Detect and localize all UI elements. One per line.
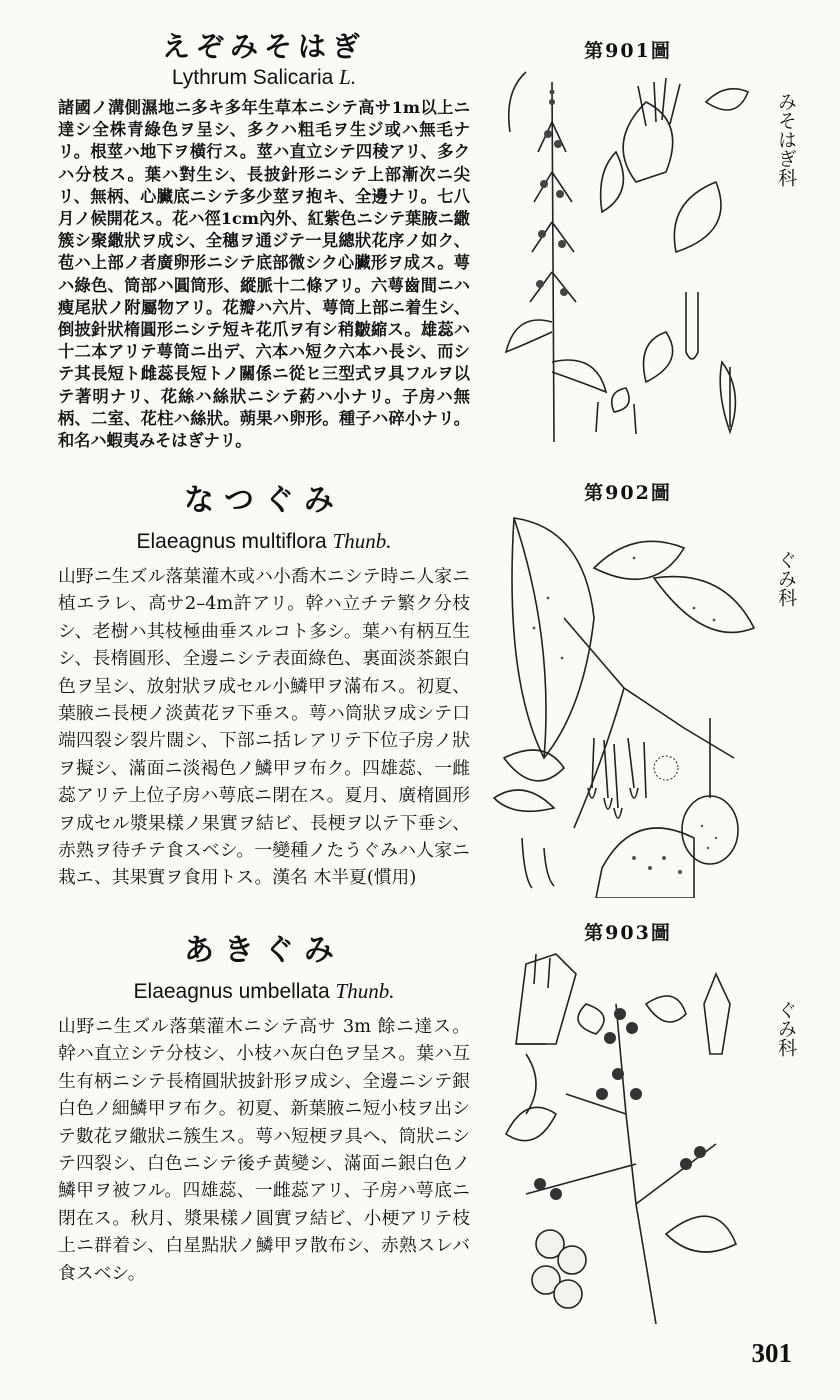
entry-latin-name bbox=[58, 978, 470, 1005]
petal-detail bbox=[706, 89, 748, 110]
flower-detail bbox=[623, 102, 673, 182]
lythrum-illustration bbox=[486, 62, 758, 454]
calyx-detail bbox=[704, 974, 730, 1054]
entry-elaeagnus-umbellata bbox=[58, 934, 470, 1287]
latin-author: Thunb. bbox=[335, 979, 395, 1003]
flower-detail bbox=[674, 182, 721, 252]
leaf bbox=[654, 577, 754, 633]
entry-lythrum bbox=[58, 30, 470, 452]
leaf-detail bbox=[720, 362, 735, 432]
entry-latin-name bbox=[58, 64, 470, 91]
fruit bbox=[682, 796, 738, 864]
entry-elaeagnus-multiflora bbox=[58, 484, 470, 892]
branch bbox=[564, 618, 734, 758]
figure-label: 第903圖 bbox=[584, 922, 672, 944]
lythrum-leaf bbox=[552, 360, 606, 392]
entry-description: 諸國ノ溝側濕地ニ多キ多年生草本ニシテ高サ1m以上ニ達シ全株青綠色ヲ呈シ、多クハ粗毛ヲ生ジ或ハ無毛ナリ。根莖ハ地下ヲ橫行ス。莖ハ直立シテ四稜アリ、多クハ分枝ス。葉ハ對生シ、長披針形ニシテ上部漸次ニ尖リ、無柄、心臟底ニシテ多少莖ヲ抱キ、全邊ナリ。七八月ノ候開花ス。花ハ徑1cm內外、紅紫色ニシテ葉腋ニ繖簇シ聚繖狀ヲ成シ、全穗ヲ通ジテ一見總狀花序ノ如ク、苞ハ上部ノ者廣卵形ニシテ底部微シク心臟形ヲ成ス。萼ハ綠色、筒部ハ圓筒形、縱脈十二條アリ。六萼齒間ニハ瘦尾狀ノ附屬物アリ。花瓣ハ六片、萼筒上部ニ着生シ、倒披針狀楕圓形ニシテ短キ花爪ヲ有シ稍皺縮ス。雄蕊ハ十二本アリテ萼筒ニ出デ、六本ハ短ク六本ハ長シ、而シテ其長短ト雌蕊長短トノ關係ニ從ヒ三型式ヲ具フルヲ以テ著明ナリ、花絲ハ絲狀ニシテ葯ハ小ナリ。子房ハ無柄、二室、花柱ハ絲狀。蒴果ハ卵形。種子ハ碎小ナリ。和名ハ蝦夷みそはぎナリ。 bbox=[58, 98, 470, 451]
bract-detail bbox=[601, 152, 624, 212]
entry-japanese-name: なつぐみ bbox=[184, 483, 344, 518]
elaeagnus-multiflora-illustration bbox=[484, 508, 774, 898]
entry-description: 山野ニ生ズル落葉灌木或ハ小喬木ニシテ時ニ人家ニ植エラレ、高サ2–4m許アリ。幹ハ立チテ繁ク分枝シ、老樹ハ其枝極曲垂スルコト多シ。葉ハ有柄互生シ、長楕圓形、全邊ニシテ表面綠色、裏面淡茶銀白色ヲ呈シ、放射狀ヲ成セル小鱗甲ヲ滿布ス。初夏、葉腋ニ長梗ノ淡黃花ヲ下垂ス。萼ハ筒狀ヲ成シテ口端四裂シ裂片闊シ、下部ニ括レアリテ下位子房ノ狀ヲ擬シ、滿面ニ淡褐色ノ鱗甲ヲ布ク。四雄蕊、一雌蕊アリテ上位子房ハ萼底ニ閉在ス。夏月、廣楕圓形ヲ成セル漿果樣ノ果實ヲ結ビ、長梗ヲ以テ下垂シ、赤熟ヲ待チテ食スベシ。一變種ノたうぐみハ人家ニ栽エ、其果實ヲ食用トス。漢名 木半夏(慣用) bbox=[58, 566, 470, 889]
leaf bbox=[494, 750, 564, 811]
entry-japanese-name: あきぐみ bbox=[184, 933, 344, 968]
fruit bbox=[558, 1246, 586, 1274]
page-number: 301 bbox=[751, 1338, 792, 1368]
elaeagnus-umbellata-illustration bbox=[486, 944, 762, 1324]
figure-label: 第902圖 bbox=[584, 482, 672, 504]
family-label: ぐみ科 bbox=[775, 1000, 797, 1057]
flower-detail bbox=[516, 954, 576, 1044]
entry-latin-name bbox=[58, 528, 470, 555]
figure-label: 第901圖 bbox=[584, 40, 672, 62]
latin-binomial: Elaeagnus multiflora bbox=[136, 530, 327, 553]
latin-author: Thunb. bbox=[332, 529, 392, 553]
latin-binomial: Lythrum Salicaria bbox=[171, 66, 334, 89]
flower-pedicels bbox=[592, 738, 646, 808]
latin-author: L. bbox=[339, 65, 357, 89]
branch bbox=[526, 1094, 716, 1204]
entry-japanese-name: えぞみそはぎ bbox=[161, 30, 366, 63]
latin-binomial: Elaeagnus umbellata bbox=[133, 980, 330, 1003]
leaf bbox=[666, 1216, 736, 1252]
leaf bbox=[594, 541, 684, 579]
scale-detail bbox=[596, 828, 694, 898]
entry-description: 山野ニ生ズル落葉灌木ニシテ高サ 3m 餘ニ達ス。幹ハ直立シテ分枝シ、小枝ハ灰白色ヲ呈ス。葉ハ互生有柄ニシテ長楕圓狀披針形ヲ成シ、全邊ニシテ銀白色ノ細鱗甲ヲ布ク。初夏、新葉腋ニ短小枝ヲ出シテ數花ヲ繖狀ニ簇生ス。萼ハ短梗ヲ具ヘ、筒狀ニシテ四裂シ、白色ニシテ後チ黃變シ、滿面ニ銀白色ノ鱗甲ヲ被フル。四雄蕊、一雌蕊アリ、子房ハ萼底ニ閉在ス。秋月、漿果樣ノ圓實ヲ結ビ、小梗アリテ枝上ニ群着シ、白星點狀ノ鱗甲ヲ散布シ、赤熟スレバ食スベシ。 bbox=[58, 1016, 470, 1284]
leaf bbox=[506, 1107, 556, 1140]
lythrum-root bbox=[509, 72, 526, 132]
lythrum-stem bbox=[552, 82, 554, 442]
lythrum-leaf bbox=[506, 320, 552, 352]
family-label: ぐみ科 bbox=[775, 550, 797, 607]
fruit bbox=[554, 1280, 582, 1308]
calyx-detail bbox=[686, 292, 698, 359]
family-label: みそはぎ科 bbox=[775, 92, 797, 187]
